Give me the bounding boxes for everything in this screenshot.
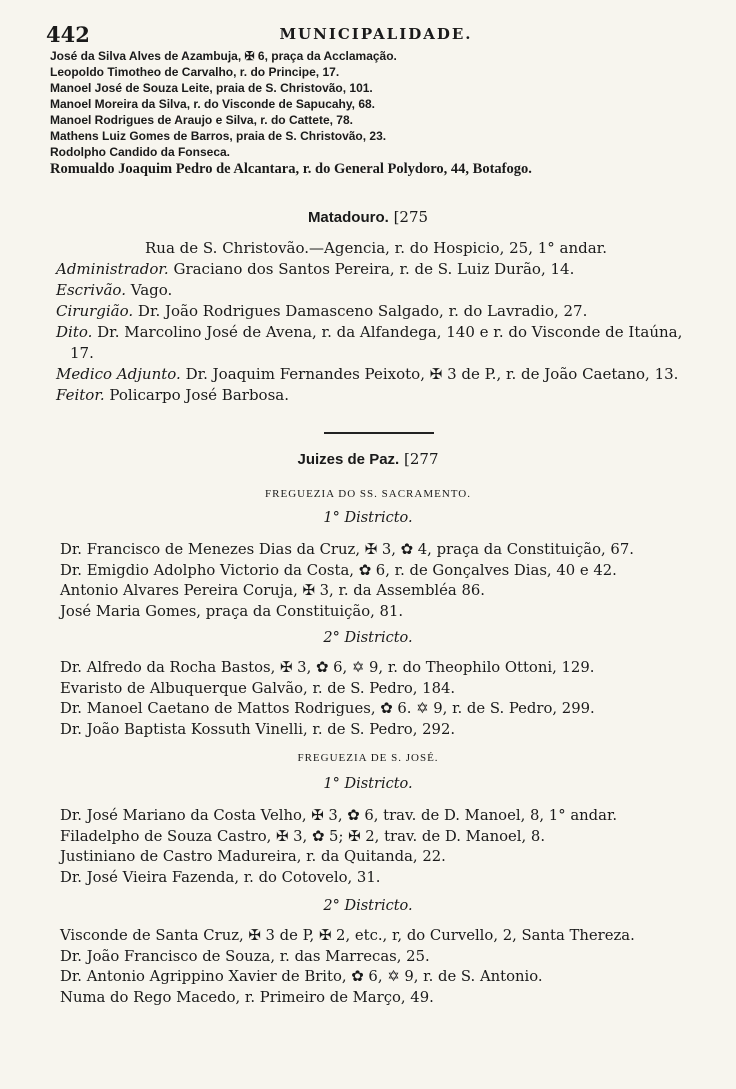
district-list — [60, 926, 696, 1008]
running-title: MUNICIPALIDADE. — [279, 25, 473, 43]
list-item: Dr. Emigdio Adolpho Victorio da Costa, ✿ 6, r. de Gonçalves Dias, 40 e 42. — [60, 561, 617, 579]
list-item: Mathens Luiz Gomes de Barros, praia de S. Christovão, 23. — [50, 129, 387, 143]
district-heading: 1° Districto. — [323, 510, 413, 526]
list-item: Dr. José Mariano da Costa Velho, ✠ 3, ✿ 6, trav. de D. Manoel, 8, 1° andar. — [60, 807, 618, 824]
matadouro-ref: [275 — [393, 208, 429, 226]
list-item: Visconde de Santa Cruz, ✠ 3 de P, ✠ 2, etc., r, do Curvello, 2, Santa Thereza. — [60, 927, 635, 944]
list-item: Dr. José Vieira Fazenda, r. do Cotovelo, 31. — [60, 868, 381, 886]
list-item: Romualdo Joaquim Pedro de Alcantara, r. do General Polydoro, 44, Botafogo. — [50, 161, 532, 177]
page-header — [46, 22, 706, 46]
list-item: José Maria Gomes, praça da Constituição, 81. — [60, 602, 404, 620]
list-item: Antonio Alvares Pereira Coruja, ✠ 3, r. da Assembléa 86. — [60, 582, 485, 599]
list-item: Dr. João Francisco de Souza, r. das Marrecas, 25. — [60, 947, 430, 965]
staff-entry: Medico Adjunto. Dr. Joaquim Fernandes Peixoto, ✠ 3 de P., r. de João Caetano, 13. — [56, 365, 679, 383]
matadouro-body — [56, 238, 696, 406]
district-list — [60, 540, 696, 622]
list-item: Dr. Antonio Agrippino Xavier de Brito, ✿ 6, ✡ 9, r. de S. Antonio. — [60, 968, 543, 985]
section-divider — [324, 432, 434, 434]
staff-entry: Dito. Dr. Marcolino José de Avena, r. da Alfandega, 140 e r. do Visconde de Itaúna, 17. — [56, 323, 683, 362]
page-number: 442 — [46, 22, 90, 47]
list-item: Rodolpho Candido da Fonseca. — [50, 145, 230, 159]
list-item: José da Silva Alves de Azambuja, ✠ 6, praça da Acclamação. — [50, 49, 397, 63]
list-item: Dr. Manoel Caetano de Mattos Rodrigues, ✿ 6. ✡ 9, r. de S. Pedro, 299. — [60, 700, 595, 717]
matadouro-heading — [0, 208, 736, 226]
parish-heading: FREGUEZIA DE S. JOSÉ. — [297, 752, 439, 764]
list-item: Leopoldo Timotheo de Carvalho, r. do Principe, 17. — [50, 65, 340, 79]
juizes-ref: [277 — [404, 450, 439, 468]
list-item: Dr. Francisco de Menezes Dias da Cruz, ✠ 3, ✿ 4, praça da Constituição, 67. — [60, 541, 634, 558]
district-heading: 2° Districto. — [323, 898, 413, 914]
district-list — [60, 806, 696, 888]
district-list — [60, 658, 696, 740]
list-item: Numa do Rego Macedo, r. Primeiro de Março, 49. — [60, 988, 434, 1006]
juizes-title: Juizes de Paz. — [297, 451, 400, 468]
matadouro-address: Rua de S. Christovão.—Agencia, r. do Hospicio, 25, 1° andar. — [145, 239, 607, 257]
list-item: Dr. Alfredo da Rocha Bastos, ✠ 3, ✿ 6, ✡ 9, r. do Theophilo Ottoni, 129. — [60, 659, 595, 676]
matadouro-title: Matadouro. — [307, 209, 389, 226]
list-item: Justiniano de Castro Madureira, r. da Quitanda, 22. — [60, 848, 446, 865]
juizes-heading — [0, 450, 736, 468]
list-item: Dr. João Baptista Kossuth Vinelli, r. de S. Pedro, 292. — [60, 720, 456, 738]
district-heading: 1° Districto. — [323, 776, 413, 792]
staff-entry: Escrivão. Vago. — [56, 281, 173, 299]
list-item: Manoel José de Souza Leite, praia de S. Christovão, 101. — [50, 81, 373, 95]
list-item: Manoel Rodrigues de Araujo e Silva, r. do Cattete, 78. — [50, 113, 353, 127]
parish-heading: FREGUEZIA DO SS. SACRAMENTO. — [265, 488, 471, 500]
top-entries — [50, 48, 690, 179]
list-item: Manoel Moreira da Silva, r. do Visconde de Sapucahy, 68. — [50, 97, 376, 111]
district-heading: 2° Districto. — [323, 630, 413, 646]
staff-entry: Feitor. Policarpo José Barbosa. — [56, 386, 289, 404]
list-item: Filadelpho de Souza Castro, ✠ 3, ✿ 5; ✠ 2, trav. de D. Manoel, 8. — [60, 827, 546, 845]
staff-entry: Administrador. Graciano dos Santos Pereira, r. de S. Luiz Durão, 14. — [56, 260, 575, 278]
staff-entry: Cirurgião. Dr. João Rodrigues Damasceno Salgado, r. do Lavradio, 27. — [56, 302, 588, 320]
list-item: Evaristo de Albuquerque Galvão, r. de S. Pedro, 184. — [60, 679, 456, 697]
